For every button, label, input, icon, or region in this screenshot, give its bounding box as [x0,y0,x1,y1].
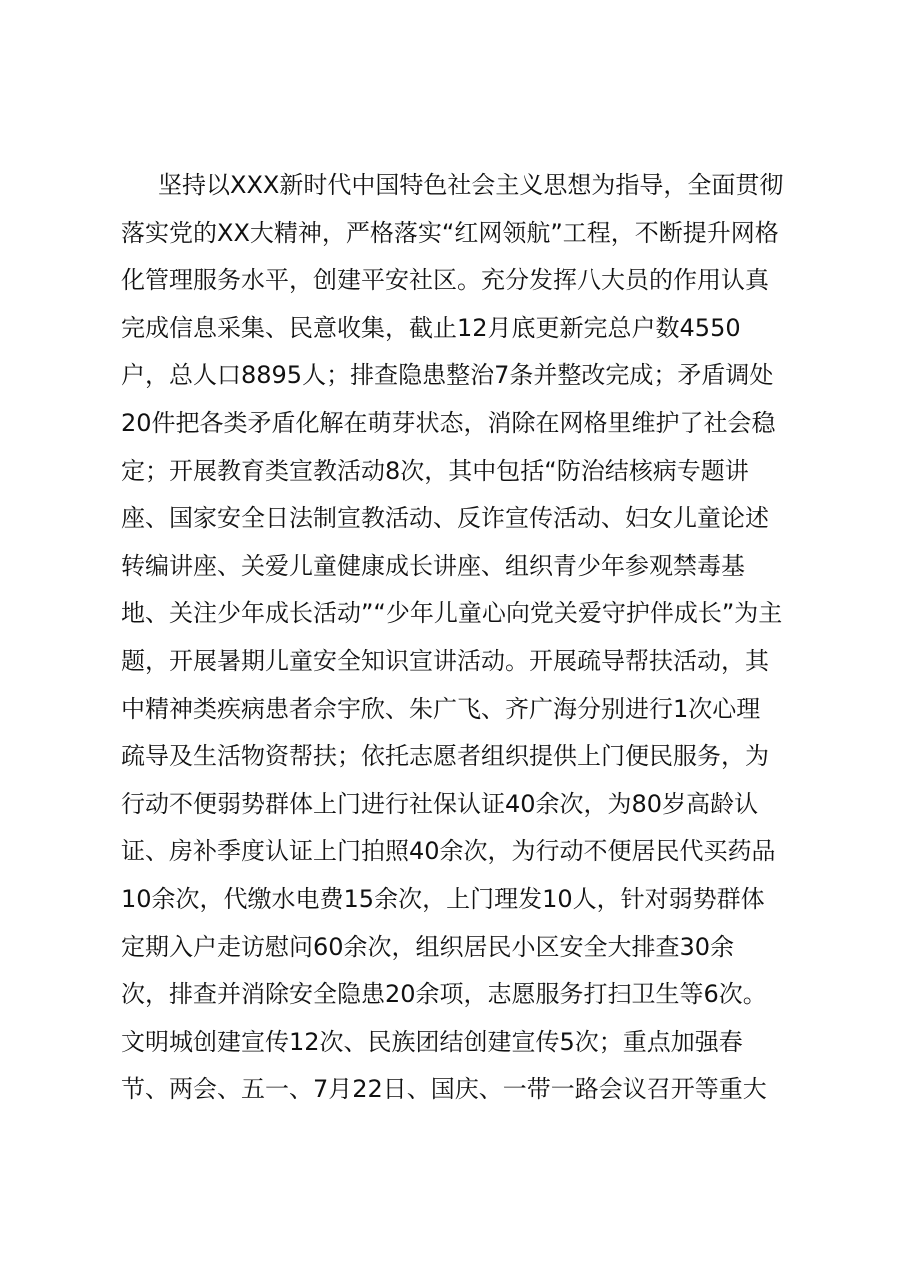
paragraph-line: 定期入户走访慰问60余次，组织居民小区安全大排查30余 [121,932,735,961]
paragraph-line: 行动不便弱势群体上门进行社保认证40余次，为80岁高龄认 [121,789,759,818]
paragraph-line: 坚持以XXX新时代中国特色社会主义思想为指导，全面贯彻 [158,171,784,199]
paragraph-line: 落实党的XX大精神，严格落实“红网领航”工程，不断提升网格 [121,218,779,247]
paragraph-line: 节、两会、五一、7月22日、国庆、一带一路会议召开等重大 [121,1075,767,1104]
paragraph-line: 座、国家安全日法制宣教活动、反诈宣传活动、妇女儿童论述 [121,504,769,533]
paragraph-line: 文明城创建宣传12次、民族团结创建宣传5次；重点加强春 [121,1027,743,1056]
paragraph-line: 地、关注少年成长活动”“少年儿童心向党关爱守护伴成长”为主 [121,599,783,628]
paragraph-line: 证、房补季度认证上门拍照40余次，为行动不便居民代买药品 [121,837,776,866]
paragraph-line: 完成信息采集、民意收集，截止12月底更新完总户数4550 [121,313,741,342]
paragraph-line: 定；开展教育类宣教活动8次，其中包括“防治结核病专题讲 [121,456,749,485]
paragraph-line: 次，排查并消除安全隐患20余项，志愿服务打扫卫生等6次。 [121,980,767,1009]
paragraph-line: 户，总人口8895人；排查隐患整治7条并整改完成；矛盾调处 [121,361,774,390]
paragraph-line: 转编讲座、关爱儿童健康成长讲座、组织青少年参观禁毒基 [121,551,745,580]
paragraph-line: 题，开展暑期儿童安全知识宣讲活动。开展疏导帮扶活动，其 [121,646,769,675]
paragraph-line: 10余次，代缴水电费15余次，上门理发10人，针对弱势群体 [121,884,765,913]
paragraph-line: 疏导及生活物资帮扶；依托志愿者组织提供上门便民服务，为 [121,742,769,771]
paragraph-line: 20件把各类矛盾化解在萌芽状态，消除在网格里维护了社会稳 [121,408,776,437]
paragraph-line: 化管理服务水平，创建平安社区。充分发挥八大员的作用认真 [121,266,769,295]
body-paragraph [121,162,801,1114]
paragraph-line: 中精神类疾病患者佘宇欣、朱广飞、齐广海分别进行1次心理 [121,694,761,723]
